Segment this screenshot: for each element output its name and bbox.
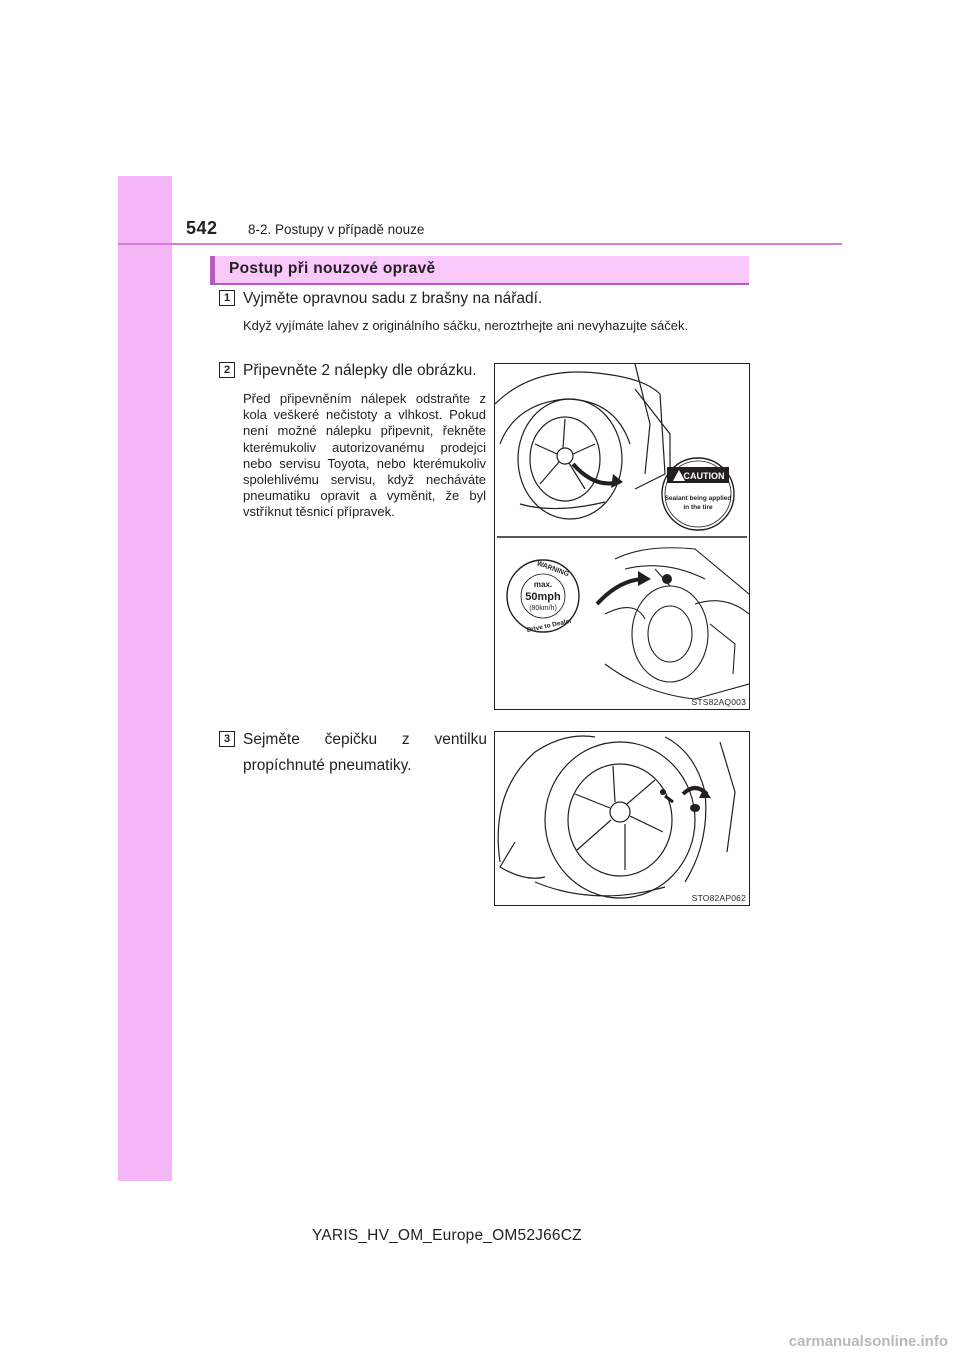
- valve-cap-illustration: [495, 732, 749, 905]
- figure-code: STS82AQ003: [691, 697, 746, 707]
- site-watermark: carmanualsonline.info: [788, 1333, 948, 1350]
- caution-label: CAUTION: [683, 471, 725, 481]
- warning-kmh: (80km/h): [529, 605, 557, 612]
- header-divider: [118, 243, 842, 245]
- warning-speed: 50mph: [525, 591, 561, 603]
- caution-text-line-2: in the tire: [683, 504, 713, 511]
- step-1-number: 1: [219, 290, 235, 306]
- procedure-banner-title: Postup při nouzové opravě: [229, 260, 436, 277]
- sticker-placement-figure: [494, 363, 750, 710]
- step-2-note: Před připevněním nálepek odstraňte z kola veškeré nečistoty a vlhkost. Pokud není možné nálepku připevnit, řekněte kterémukoliv autorizovanému prodejci nebo servisu Toyota, nebo kterémukoliv spolehlivému servisu, když necháváte pneumatiku opravit a vyměnit, že byl vstříknut těsnicí přípravek.: [243, 391, 486, 520]
- banner-underline: [210, 283, 749, 285]
- procedure-banner: [210, 256, 749, 284]
- valve-cap-figure: [494, 731, 750, 906]
- step-3-title: Sejměte čepičku z ventilku propíchnuté pneumatiky.: [243, 731, 487, 774]
- sticker-placement-illustration: [495, 364, 749, 709]
- chapter-sidebar-tab: [118, 176, 172, 1181]
- page-number: 542: [186, 218, 218, 238]
- document-id-footer: YARIS_HV_OM_Europe_OM52J66CZ: [312, 1227, 582, 1244]
- step-2-title: Připevněte 2 nálepky dle obrázku.: [243, 362, 477, 379]
- warning-label: WARNING: [535, 560, 570, 579]
- step-2-number: 2: [219, 362, 235, 378]
- step-1-title: Vyjměte opravnou sadu z brašny na nářadí.: [243, 290, 543, 307]
- warning-bottom-text: Drive to Dealer: [526, 617, 573, 635]
- figure-code: STO82AP062: [691, 893, 746, 903]
- step-1-note: Když vyjímáte lahev z originálního sáčku, neroztrhejte ani nevyhazujte sáček.: [243, 318, 689, 333]
- warning-max: max.: [533, 580, 553, 589]
- section-title: 8-2. Postupy v případě nouze: [248, 222, 425, 237]
- caution-text-line-1: Sealant being applied: [664, 495, 732, 502]
- step-3-number: 3: [219, 731, 235, 747]
